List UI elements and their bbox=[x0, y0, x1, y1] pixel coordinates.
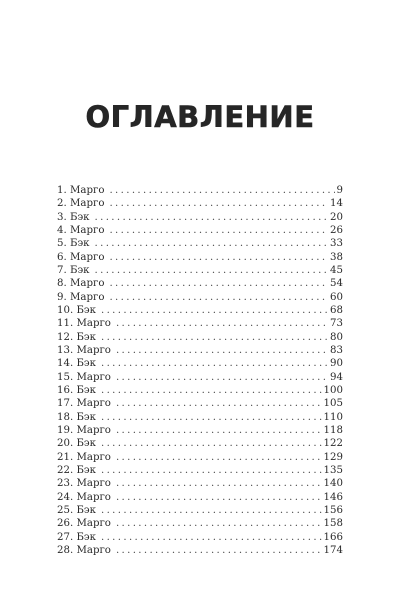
toc-entry-page-number: 94 bbox=[330, 371, 343, 383]
toc-entry-page-number: 158 bbox=[323, 518, 343, 530]
toc-entry-page-number: 83 bbox=[330, 344, 343, 356]
toc-entry-page-number: 60 bbox=[330, 291, 343, 303]
toc-entry-label: 9. Марго bbox=[57, 291, 105, 303]
toc-entry-label: 2. Марго bbox=[57, 198, 105, 210]
toc-entry-page-number: 73 bbox=[330, 318, 343, 330]
toc-entry[interactable] bbox=[57, 371, 343, 384]
dot-leader bbox=[109, 291, 328, 304]
toc-entry-page-number: 105 bbox=[323, 398, 343, 410]
toc-entry-page-number: 135 bbox=[323, 464, 343, 476]
toc-entry[interactable] bbox=[57, 197, 343, 210]
toc-entry-page-number: 100 bbox=[323, 384, 343, 396]
dot-leader bbox=[116, 544, 322, 557]
toc-entry-page-number: 26 bbox=[330, 224, 343, 236]
dot-leader bbox=[116, 451, 322, 464]
toc-entry[interactable] bbox=[57, 397, 343, 410]
toc-entry[interactable] bbox=[57, 384, 343, 397]
toc-entry[interactable] bbox=[57, 517, 343, 530]
dot-leader bbox=[95, 211, 329, 224]
dot-leader bbox=[109, 224, 328, 237]
toc-entry-label: 14. Бэк bbox=[57, 358, 96, 370]
toc-entry-label: 4. Марго bbox=[57, 224, 105, 236]
toc-entry[interactable] bbox=[57, 317, 343, 330]
dot-leader bbox=[95, 264, 329, 277]
toc-entry[interactable] bbox=[57, 291, 343, 304]
toc-entry-page-number: 68 bbox=[330, 304, 343, 316]
dot-leader bbox=[101, 464, 322, 477]
toc-entry[interactable] bbox=[57, 251, 343, 264]
toc-entry-page-number: 110 bbox=[323, 411, 343, 423]
toc-entry-label: 21. Марго bbox=[57, 451, 111, 463]
dot-leader bbox=[109, 277, 328, 290]
toc-entry-label: 19. Марго bbox=[57, 424, 111, 436]
dot-leader bbox=[109, 251, 328, 264]
dot-leader bbox=[116, 397, 322, 410]
toc-entry[interactable] bbox=[57, 304, 343, 317]
toc-entry-page-number: 9 bbox=[336, 185, 343, 196]
toc-entry[interactable] bbox=[57, 424, 343, 437]
dot-leader bbox=[101, 384, 322, 397]
toc-entry[interactable] bbox=[57, 477, 343, 490]
toc-entry-page-number: 156 bbox=[323, 504, 343, 516]
toc-entry-page-number: 20 bbox=[330, 211, 343, 223]
toc-entry-label: 23. Марго bbox=[57, 478, 111, 490]
dot-leader bbox=[116, 344, 328, 357]
dot-leader bbox=[101, 531, 322, 544]
toc-entry-page-number: 146 bbox=[323, 491, 343, 503]
toc-entry[interactable] bbox=[57, 531, 343, 544]
dot-leader bbox=[101, 437, 322, 450]
dot-leader bbox=[109, 197, 328, 210]
dot-leader bbox=[109, 184, 334, 197]
toc-entry-label: 10. Бэк bbox=[57, 304, 96, 316]
toc-entry-page-number: 54 bbox=[330, 278, 343, 290]
toc-entry-page-number: 174 bbox=[323, 544, 343, 556]
toc-entry-label: 22. Бэк bbox=[57, 464, 96, 476]
toc-entry-label: 26. Марго bbox=[57, 518, 111, 530]
toc-entry[interactable] bbox=[57, 211, 343, 224]
toc-entry[interactable] bbox=[57, 184, 343, 197]
toc-entry[interactable] bbox=[57, 451, 343, 464]
toc-entry-page-number: 118 bbox=[323, 424, 343, 436]
dot-leader bbox=[116, 371, 328, 384]
dot-leader bbox=[101, 504, 322, 517]
toc-entry-label: 15. Марго bbox=[57, 371, 111, 383]
dot-leader bbox=[116, 517, 322, 530]
toc-entry[interactable] bbox=[57, 277, 343, 290]
toc-entry-label: 7. Бэк bbox=[57, 264, 90, 276]
toc-entry-label: 28. Марго bbox=[57, 544, 111, 556]
toc-entry[interactable] bbox=[57, 491, 343, 504]
toc-entry-label: 24. Марго bbox=[57, 491, 111, 503]
toc-entry-label: 12. Бэк bbox=[57, 331, 96, 343]
dot-leader bbox=[101, 411, 322, 424]
dot-leader bbox=[116, 317, 328, 330]
toc-entry-label: 25. Бэк bbox=[57, 504, 96, 516]
dot-leader bbox=[101, 331, 328, 344]
toc-entry[interactable] bbox=[57, 331, 343, 344]
toc-entry-label: 1. Марго bbox=[57, 185, 105, 196]
toc-entry[interactable] bbox=[57, 344, 343, 357]
toc-entry[interactable] bbox=[57, 357, 343, 370]
dot-leader bbox=[101, 304, 328, 317]
toc-entry-label: 18. Бэк bbox=[57, 411, 96, 423]
toc-entry-label: 3. Бэк bbox=[57, 211, 90, 223]
toc-entry-label: 11. Марго bbox=[57, 318, 111, 330]
toc-entry-label: 16. Бэк bbox=[57, 384, 96, 396]
toc-entry-page-number: 45 bbox=[330, 264, 343, 276]
toc-entry-label: 27. Бэк bbox=[57, 531, 96, 543]
dot-leader bbox=[95, 237, 329, 250]
toc-entry-page-number: 14 bbox=[330, 198, 343, 210]
dot-leader bbox=[116, 491, 322, 504]
toc-entry[interactable] bbox=[57, 544, 343, 557]
toc-entry[interactable] bbox=[57, 224, 343, 237]
toc-entry-label: 13. Марго bbox=[57, 344, 111, 356]
table-of-contents bbox=[57, 184, 343, 557]
dot-leader bbox=[101, 357, 328, 370]
toc-entry-page-number: 80 bbox=[330, 331, 343, 343]
toc-entry-page-number: 129 bbox=[323, 451, 343, 463]
toc-entry[interactable] bbox=[57, 464, 343, 477]
toc-entry-page-number: 140 bbox=[323, 478, 343, 490]
toc-entry[interactable] bbox=[57, 411, 343, 424]
toc-entry[interactable] bbox=[57, 504, 343, 517]
toc-entry-page-number: 90 bbox=[330, 358, 343, 370]
toc-entry-label: 5. Бэк bbox=[57, 238, 90, 250]
toc-entry[interactable] bbox=[57, 264, 343, 277]
toc-entry-page-number: 33 bbox=[330, 238, 343, 250]
toc-entry-page-number: 122 bbox=[323, 438, 343, 450]
dot-leader bbox=[116, 424, 322, 437]
toc-entry[interactable] bbox=[57, 437, 343, 450]
toc-entry-label: 8. Марго bbox=[57, 278, 105, 290]
toc-entry-page-number: 166 bbox=[323, 531, 343, 543]
toc-entry-label: 6. Марго bbox=[57, 251, 105, 263]
toc-entry-label: 17. Марго bbox=[57, 398, 111, 410]
dot-leader bbox=[116, 477, 322, 490]
page-title: ОГЛАВЛЕНИЕ bbox=[85, 100, 315, 135]
toc-entry-page-number: 38 bbox=[330, 251, 343, 263]
toc-entry-label: 20. Бэк bbox=[57, 438, 96, 450]
toc-entry[interactable] bbox=[57, 237, 343, 250]
